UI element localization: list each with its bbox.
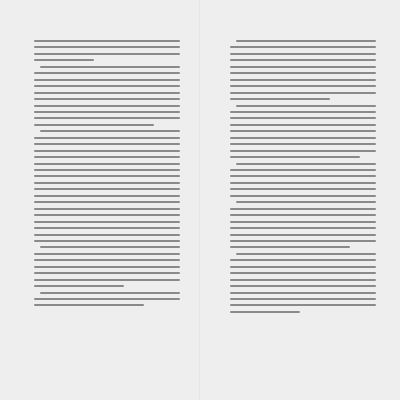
text-line xyxy=(230,72,376,74)
text-line xyxy=(230,156,360,158)
text-line xyxy=(230,124,376,126)
text-line xyxy=(230,266,376,268)
text-line xyxy=(34,156,180,158)
text-line xyxy=(34,298,180,300)
text-line xyxy=(34,143,180,145)
text-line xyxy=(34,72,180,74)
text-line xyxy=(34,169,180,171)
text-line xyxy=(40,246,180,248)
text-line xyxy=(230,279,376,281)
text-line xyxy=(34,85,180,87)
text-line xyxy=(236,253,376,255)
text-line xyxy=(34,175,180,177)
text-line xyxy=(230,208,376,210)
text-line xyxy=(40,66,180,68)
text-line xyxy=(230,169,376,171)
text-line xyxy=(34,272,180,274)
text-line xyxy=(230,195,376,197)
text-line xyxy=(230,311,300,313)
text-line xyxy=(40,130,180,132)
text-line xyxy=(230,246,350,248)
text-line xyxy=(34,227,180,229)
text-line xyxy=(34,182,180,184)
text-line xyxy=(34,188,180,190)
text-line xyxy=(34,259,180,261)
text-line xyxy=(230,175,376,177)
text-line xyxy=(34,208,180,210)
text-line xyxy=(230,240,376,242)
text-line xyxy=(230,272,376,274)
text-line xyxy=(34,124,154,126)
text-line xyxy=(34,92,180,94)
text-line xyxy=(34,137,180,139)
text-line xyxy=(230,143,376,145)
text-line xyxy=(34,46,180,48)
text-line xyxy=(34,221,180,223)
text-line xyxy=(230,98,330,100)
text-line xyxy=(230,85,376,87)
text-line xyxy=(34,234,180,236)
text-line xyxy=(230,117,376,119)
text-line xyxy=(34,304,144,306)
text-line xyxy=(34,53,180,55)
text-line xyxy=(230,150,376,152)
text-line xyxy=(34,195,180,197)
text-line xyxy=(230,292,376,294)
text-line xyxy=(230,214,376,216)
text-line xyxy=(34,105,180,107)
text-line xyxy=(230,227,376,229)
text-line xyxy=(236,105,376,107)
text-line xyxy=(230,298,376,300)
text-line xyxy=(230,66,376,68)
text-line xyxy=(34,279,180,281)
text-line xyxy=(34,214,180,216)
text-line xyxy=(230,234,376,236)
right-page xyxy=(200,0,400,400)
text-line xyxy=(230,137,376,139)
text-line xyxy=(34,253,180,255)
text-line xyxy=(34,79,180,81)
text-line xyxy=(34,266,180,268)
text-line xyxy=(236,201,376,203)
text-line xyxy=(230,53,376,55)
text-line xyxy=(230,188,376,190)
text-line xyxy=(230,304,376,306)
text-line xyxy=(236,163,376,165)
text-line xyxy=(230,285,376,287)
text-line xyxy=(34,163,180,165)
text-line xyxy=(34,59,94,61)
text-line xyxy=(230,79,376,81)
text-line xyxy=(34,98,180,100)
text-line xyxy=(230,92,376,94)
text-line xyxy=(40,292,180,294)
text-line xyxy=(34,240,180,242)
text-line xyxy=(230,111,376,113)
text-line xyxy=(230,59,376,61)
text-line xyxy=(34,150,180,152)
text-line xyxy=(34,111,180,113)
text-line xyxy=(230,130,376,132)
text-line xyxy=(230,46,376,48)
text-line xyxy=(230,182,376,184)
text-line xyxy=(34,201,180,203)
text-line xyxy=(236,40,376,42)
text-line xyxy=(34,117,180,119)
text-line xyxy=(230,259,376,261)
text-line xyxy=(34,285,124,287)
text-line xyxy=(230,221,376,223)
text-line xyxy=(34,40,180,42)
